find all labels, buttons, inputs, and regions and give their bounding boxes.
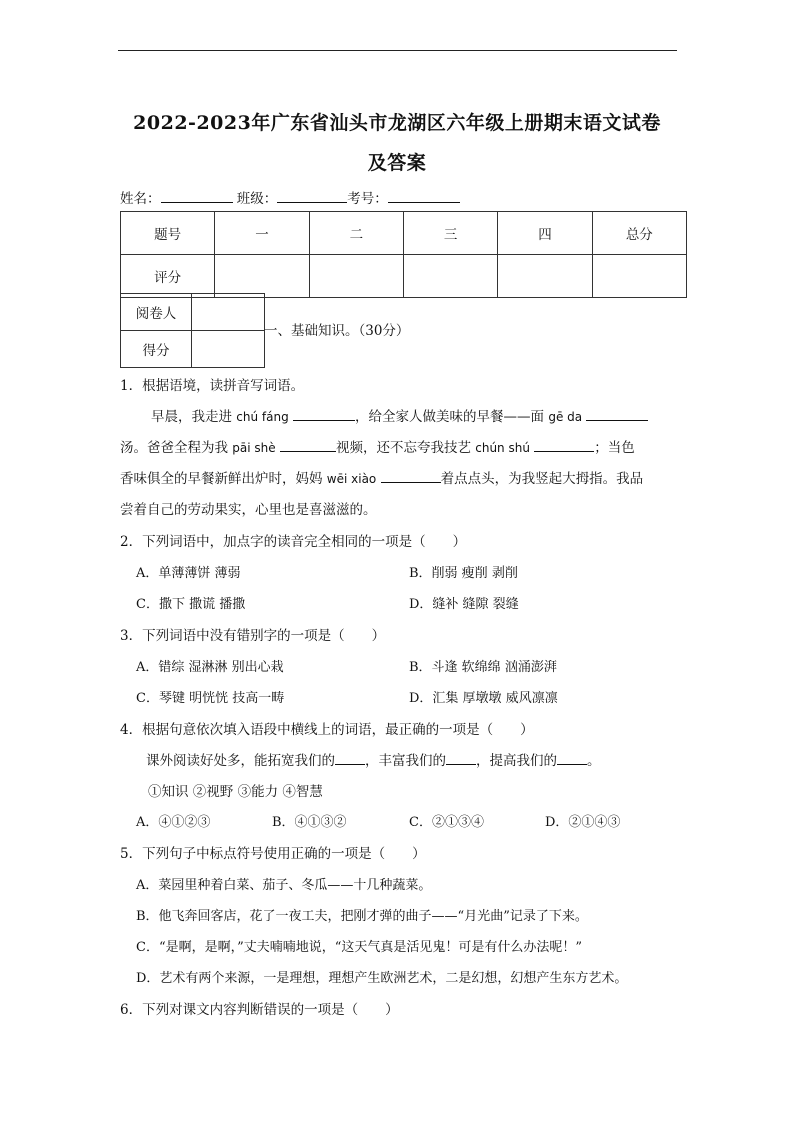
pinyin: chú fáng — [236, 410, 289, 424]
header-rule — [118, 50, 677, 51]
option-b[interactable]: B．④①③② — [272, 815, 347, 830]
score-table — [120, 211, 687, 298]
answer-blank[interactable] — [557, 751, 587, 765]
option-a[interactable]: A．④①②③ — [136, 815, 211, 830]
q1-line1 — [151, 405, 648, 425]
name-label: 姓名： — [120, 191, 161, 207]
option-c[interactable]: C．“是啊，是啊，”丈夫喃喃地说，“这天气真是活见鬼！可是有什么办法呢！” — [136, 940, 583, 955]
q1-text: 香味俱全的早餐新鲜出炉时，妈妈 — [120, 471, 323, 487]
option-a[interactable]: A．菜园里种着白菜、茄子、冬瓜——十几种蔬菜。 — [136, 878, 432, 893]
question-5-stem: 5．下列句子中标点符号使用正确的一项是（ ） — [120, 846, 426, 862]
answer-blank[interactable] — [446, 751, 476, 765]
score-cell[interactable] — [215, 255, 309, 298]
option-d[interactable]: D．艺术有两个来源，一是理想，理想产生欧洲艺术，二是幻想，幻想产生东方艺术。 — [136, 971, 628, 986]
option-b[interactable]: B．削弱 瘦削 剥削 — [409, 566, 518, 581]
table-cell: 二 — [309, 212, 403, 255]
option-d[interactable]: D．②①④③ — [545, 815, 621, 830]
q4-text: 。 — [587, 753, 601, 769]
score-cell[interactable] — [192, 331, 265, 368]
exam-no-field[interactable] — [388, 189, 460, 203]
class-label: 班级： — [236, 191, 278, 207]
q1-text: ；当色 — [594, 440, 635, 456]
q4-word-list: ①知识 ②视野 ③能力 ④智慧 — [148, 784, 323, 800]
option-c[interactable]: C．撒下 撒谎 播撒 — [136, 597, 246, 612]
table-cell: 评分 — [121, 255, 215, 298]
option-d[interactable]: D．汇集 厚墩墩 威风凛凛 — [409, 691, 558, 706]
q1-text: 汤。爸爸全程为我 — [120, 440, 228, 456]
pinyin: gē da — [548, 410, 583, 424]
table-cell: 三 — [403, 212, 497, 255]
table-row — [121, 294, 265, 331]
reviewer-table — [120, 293, 265, 368]
score-cell[interactable] — [498, 255, 592, 298]
name-field[interactable] — [161, 189, 233, 203]
option-a[interactable]: A．错综 湿淋淋 别出心栽 — [136, 660, 284, 675]
class-field[interactable] — [277, 189, 347, 203]
table-row — [121, 331, 265, 368]
pinyin: wēi xiào — [326, 472, 377, 486]
question-6-stem: 6．下列对课文内容判断错误的一项是（ ） — [120, 1002, 399, 1018]
q1-line2 — [120, 436, 635, 456]
option-c[interactable]: C．②①③④ — [409, 815, 484, 830]
table-cell: 总分 — [592, 212, 686, 255]
question-4-stem: 4．根据句意依次填入语段中横线上的词语，最正确的一项是（ ） — [120, 722, 534, 738]
page-title-line2: 及答案 — [367, 152, 427, 174]
table-cell: 题号 — [121, 212, 215, 255]
q4-sentence — [146, 749, 601, 769]
q4-text: ，提高我们的 — [476, 753, 557, 769]
q4-text: ，丰富我们的 — [365, 753, 446, 769]
q1-text: 视频，还不忘夸我技艺 — [335, 440, 471, 456]
q4-text: 课外阅读好处多，能拓宽我们的 — [146, 753, 335, 769]
score-cell[interactable] — [403, 255, 497, 298]
pinyin: chún shú — [475, 441, 530, 455]
option-b[interactable]: B．他飞奔回客店，花了一夜工夫，把刚才弹的曲子——“月光曲”记录了下来。 — [136, 909, 588, 924]
option-a[interactable]: A．单薄薄饼 薄弱 — [136, 566, 241, 581]
score-cell[interactable] — [309, 255, 403, 298]
table-cell: 四 — [498, 212, 592, 255]
table-row — [121, 255, 687, 298]
option-d[interactable]: D．缝补 缝隙 裂缝 — [409, 597, 519, 612]
answer-blank[interactable] — [335, 751, 365, 765]
score-cell[interactable] — [592, 255, 686, 298]
q1-line3 — [120, 467, 643, 487]
answer-blank[interactable] — [293, 407, 355, 421]
answer-blank[interactable] — [280, 438, 336, 452]
page-title: 2022-2023年广东省汕头市龙湖区六年级上册期末语文试卷 — [133, 112, 661, 134]
answer-blank[interactable] — [381, 469, 441, 483]
answer-blank[interactable] — [586, 407, 648, 421]
table-cell: 一 — [215, 212, 309, 255]
question-2-stem: 2．下列词语中，加点字的读音完全相同的一项是（ ） — [120, 534, 467, 550]
section-heading: 一、基础知识。（30分） — [264, 323, 410, 339]
option-b[interactable]: B．斗逢 软绵绵 汹涌澎湃 — [409, 660, 557, 675]
q1-text: ，给全家人做美味的早餐——面 — [355, 409, 545, 425]
reviewer-cell[interactable] — [192, 294, 265, 331]
answer-blank[interactable] — [534, 438, 594, 452]
option-c[interactable]: C．琴键 明恍恍 技高一畴 — [136, 691, 285, 706]
q1-line4: 尝着自己的劳动果实，心里也是喜滋滋的。 — [120, 502, 377, 518]
table-row — [121, 212, 687, 255]
q1-text: 早晨，我走进 — [151, 409, 232, 425]
q1-text: 着点点头，为我竖起大拇指。我品 — [440, 471, 644, 487]
reviewer-label: 阅卷人 — [121, 294, 192, 331]
exam-no-label: 考号： — [347, 191, 388, 207]
student-info — [120, 187, 460, 207]
question-3-stem: 3．下列词语中没有错别字的一项是（ ） — [120, 628, 386, 644]
question-1-stem: 1．根据语境，读拼音写词语。 — [120, 378, 305, 394]
pinyin: pāi shè — [232, 441, 276, 455]
score-label: 得分 — [121, 331, 192, 368]
